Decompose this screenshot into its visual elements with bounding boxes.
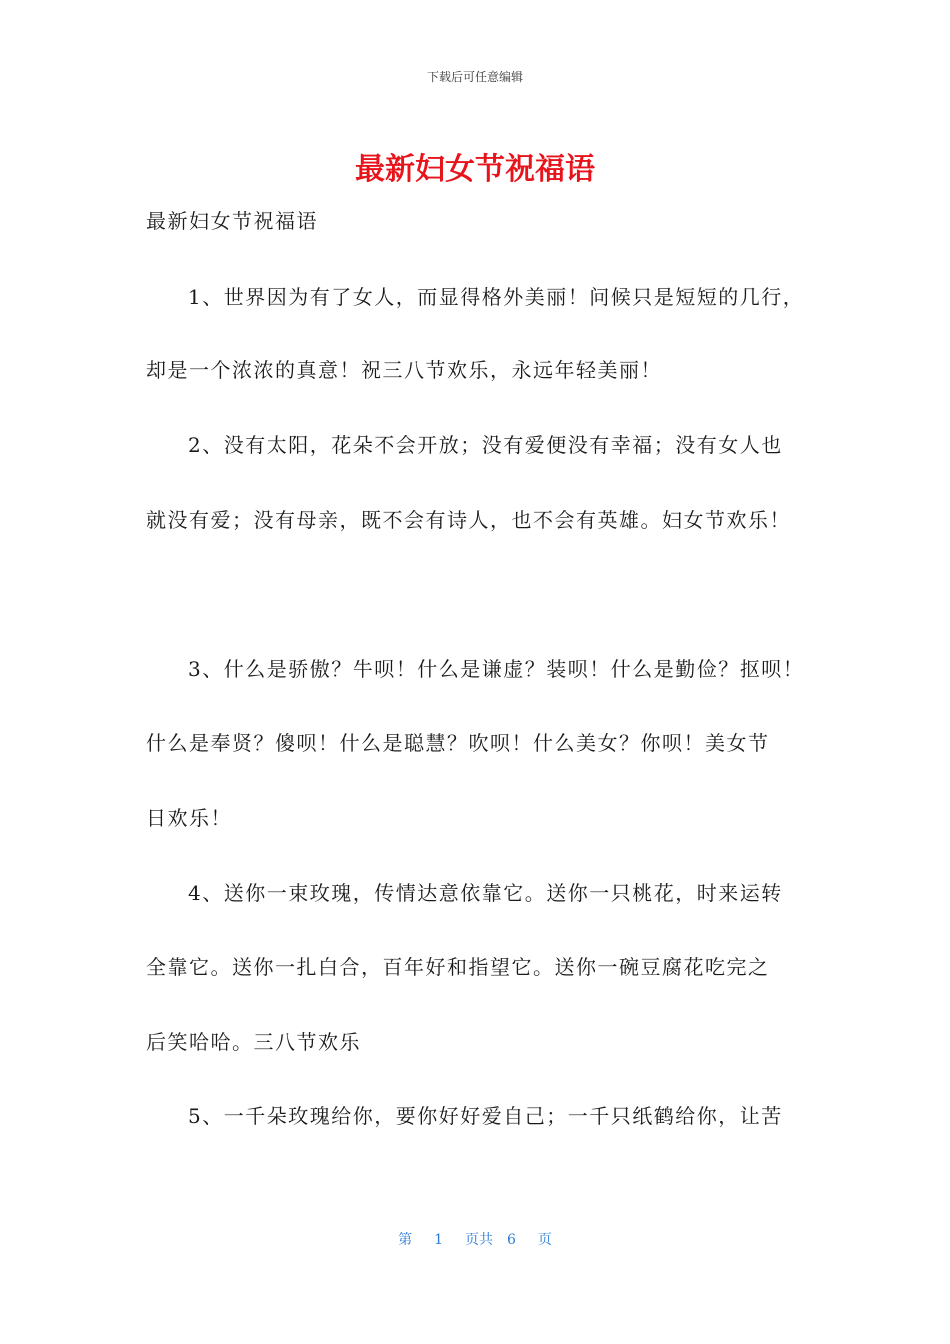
paragraph-line: 4、送你一束玫瑰，传情达意依靠它。送你一只桃花，时来运转 xyxy=(188,881,783,905)
document-subtitle: 最新妇女节祝福语 xyxy=(146,209,318,233)
paragraph-line: 全靠它。送你一扎白合，百年好和指望它。送你一碗豆腐花吃完之 xyxy=(146,955,770,979)
header-note: 下载后可任意编辑 xyxy=(426,70,523,84)
footer-prefix: 第 xyxy=(398,1232,413,1248)
footer-total-pages: 6 xyxy=(507,1232,516,1248)
page-footer xyxy=(0,1229,950,1249)
paragraph-line: 5、一千朵玫瑰给你，要你好好爱自己；一千只纸鹤给你，让苦 xyxy=(188,1104,783,1128)
paragraph-line: 1、世界因为有了女人，而显得格外美丽！问候只是短短的几行， xyxy=(188,285,805,309)
paragraph-line: 后笑哈哈。三八节欢乐 xyxy=(146,1030,361,1054)
paragraph-line: 2、没有太阳，花朵不会开放；没有爱便没有幸福；没有女人也 xyxy=(188,433,783,457)
paragraph-line: 3、什么是骄傲？牛呗！什么是谦虚？装呗！什么是勤俭？抠呗！ xyxy=(188,657,805,681)
document-title: 最新妇女节祝福语 xyxy=(355,152,595,187)
paragraph-line: 就没有爱；没有母亲，既不会有诗人，也不会有英雄。妇女节欢乐！ xyxy=(146,508,791,532)
footer-page-number: 1 xyxy=(434,1232,443,1248)
paragraph-line: 日欢乐！ xyxy=(146,806,232,830)
paragraph-line: 却是一个浓浓的真意！祝三八节欢乐，永远年轻美丽！ xyxy=(146,358,662,382)
footer-suffix: 页 xyxy=(537,1232,552,1248)
footer-middle: 页共 xyxy=(465,1232,493,1248)
paragraph-line: 什么是奉贤？傻呗！什么是聪慧？吹呗！什么美女？你呗！美女节 xyxy=(146,731,770,755)
